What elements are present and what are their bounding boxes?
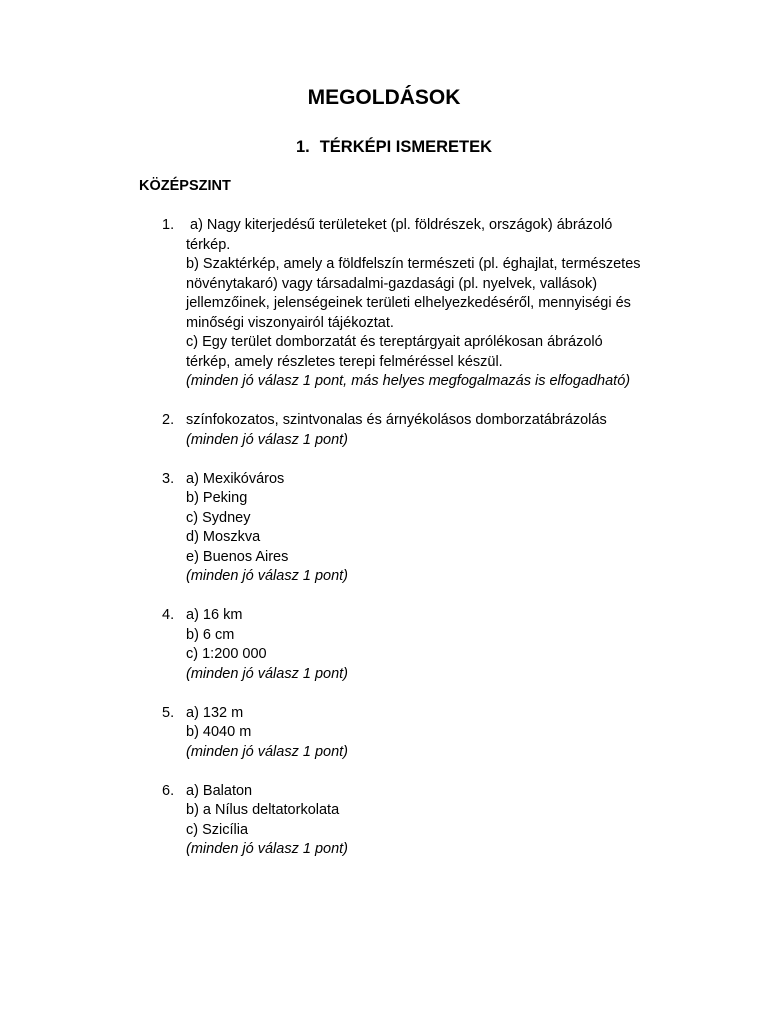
answer-line: b) Szaktérkép, amely a földfelszín természeti (pl. éghajlat, természetes (186, 256, 641, 272)
level-heading: KÖZÉPSZINT (139, 178, 231, 194)
answer-line: b) 6 cm (186, 626, 235, 643)
chapter-number: 1. (295, 138, 310, 156)
answer-number: 5. (162, 704, 175, 721)
answer-body (186, 216, 686, 392)
answer-line: c) Szicília (186, 821, 249, 838)
document-title: MEGOLDÁSOK (307, 86, 461, 109)
answer-line: a) 16 km (186, 607, 243, 623)
answer-item (0, 216, 768, 392)
chapter-title: TÉRKÉPI ISMERETEK (319, 138, 493, 156)
answer-body (186, 411, 686, 450)
answer-item (0, 704, 768, 763)
answer-line: növénytakaró) vagy társadalmi-gazdasági (pl. nyelvek, vallások) (186, 275, 598, 292)
answer-item (0, 411, 768, 450)
scoring-note: (minden jó válasz 1 pont) (186, 568, 348, 584)
answer-line: e) Buenos Aires (186, 548, 289, 565)
answer-line: b) a Nílus deltatorkolata (186, 802, 340, 818)
answer-number: 1. (162, 217, 175, 233)
answer-line: a) Balaton (186, 782, 253, 799)
answer-line: b) Peking (186, 490, 248, 506)
scoring-note: (minden jó válasz 1 pont, más helyes megfogalmazás is elfogadható) (186, 373, 631, 389)
answer-line: térkép, amely részletes terepi felméréssel készül. (186, 353, 503, 370)
answer-line: c) Sydney (186, 509, 251, 526)
answer-list (0, 216, 768, 879)
answer-line: a) 132 m (186, 704, 244, 721)
answer-line: térkép. (186, 236, 231, 253)
answer-number: 6. (162, 782, 175, 799)
scoring-note: (minden jó válasz 1 pont) (186, 743, 348, 760)
scoring-note: (minden jó válasz 1 pont) (186, 665, 348, 682)
answer-line: a) Nagy kiterjedésű területeket (pl. földrészek, országok) ábrázoló (190, 217, 613, 233)
answer-item (0, 470, 768, 587)
answer-line: b) 4040 m (186, 724, 252, 740)
answer-body (186, 782, 686, 860)
answer-body (186, 606, 686, 684)
answer-line: d) Moszkva (186, 529, 261, 545)
answer-line: színfokozatos, szintvonalas és árnyékolásos domborzatábrázolás (186, 412, 607, 428)
answer-line: jellemzőinek, jelenségeinek területi elhelyezkedéséről, mennyiségi és (186, 295, 631, 311)
answer-number: 4. (162, 607, 175, 623)
answer-item (0, 606, 768, 684)
answer-line: a) Mexikóváros (186, 470, 285, 487)
answer-line: minőségi viszonyairól tájékoztat. (186, 314, 394, 331)
answer-line: c) 1:200 000 (186, 646, 267, 662)
chapter-heading (0, 138, 768, 157)
answer-body (186, 470, 686, 587)
answer-body (186, 704, 686, 763)
answer-number: 3. (162, 470, 175, 487)
answer-number: 2. (162, 412, 175, 428)
scoring-note: (minden jó válasz 1 pont) (186, 841, 348, 857)
scoring-note: (minden jó válasz 1 pont) (186, 431, 348, 448)
answer-line: c) Egy terület domborzatát és tereptárgyait aprólékosan ábrázoló (186, 334, 603, 350)
answer-item (0, 782, 768, 860)
